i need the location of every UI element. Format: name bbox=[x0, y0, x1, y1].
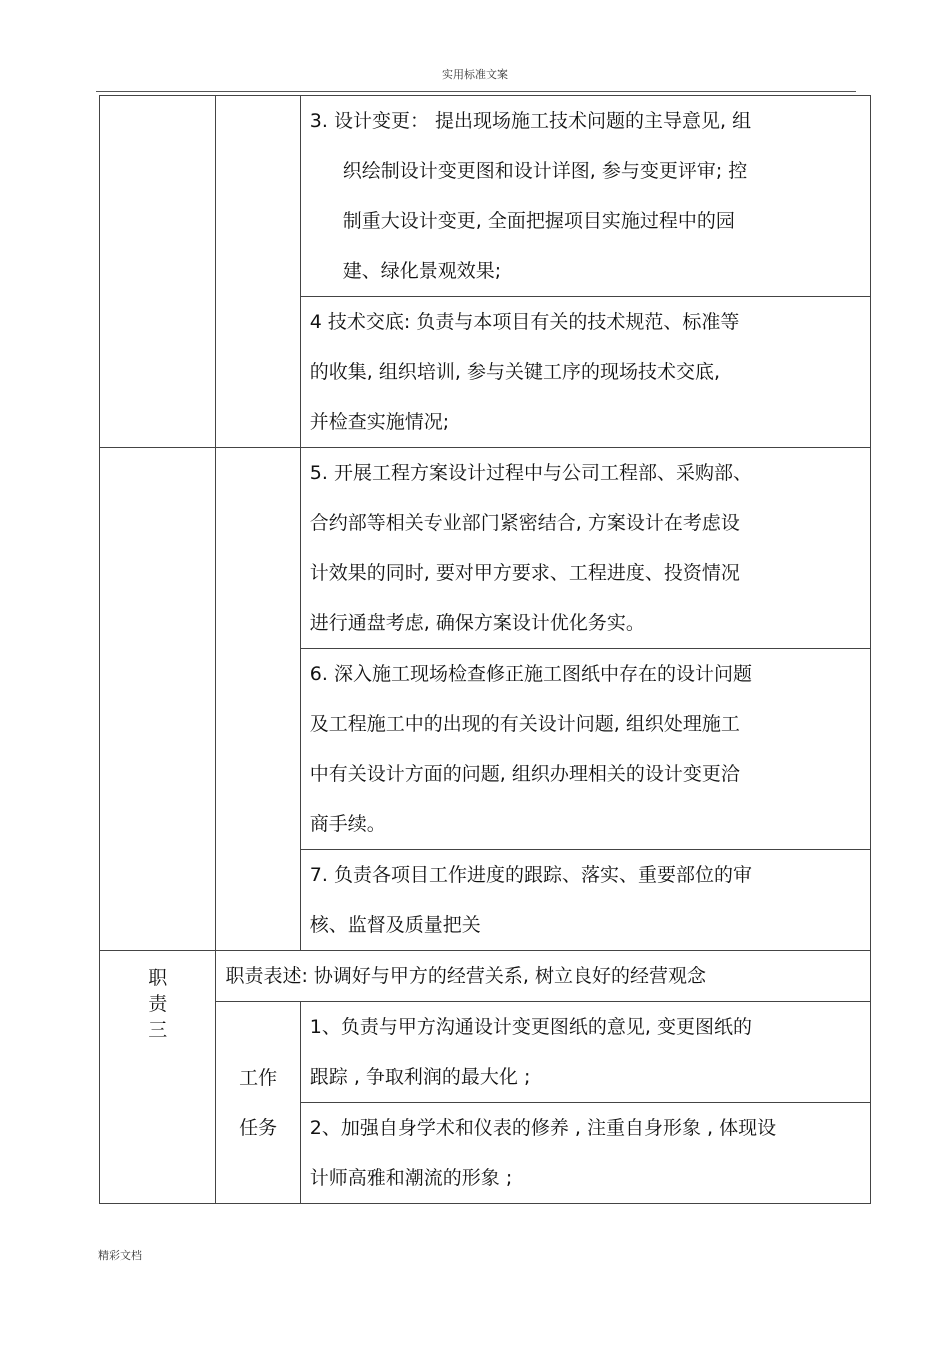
work-task-1-cell bbox=[300, 1002, 870, 1103]
text-line: 5. 开展工程方案设计过程中与公司工程部、采购部、 bbox=[309, 462, 752, 484]
text-line: 跟踪 , 争取利润的最大化 ; bbox=[309, 1066, 531, 1088]
duty-description: 职责表述: 协调好与甲方的经营关系, 树立良好的经营观念 bbox=[225, 965, 706, 987]
text-line: 商手续。 bbox=[309, 813, 386, 835]
text-line: 2、加强自身学术和仪表的修养 , 注重自身形象 , 体现设 bbox=[309, 1117, 777, 1139]
text-line: 制重大设计变更, 全面把握项目实施过程中的园 bbox=[342, 210, 735, 232]
table-row bbox=[100, 96, 871, 297]
text-line: 4 技术交底: 负责与本项目有关的技术规范、标准等 bbox=[309, 311, 740, 333]
text-line: 计师高雅和潮流的形象 ; bbox=[309, 1167, 513, 1189]
table-row bbox=[100, 448, 871, 649]
task-cell-6 bbox=[300, 649, 870, 850]
text-line: 计效果的同时, 要对甲方要求、工程进度、投资情况 bbox=[309, 562, 740, 584]
work-task-2-cell bbox=[300, 1103, 870, 1204]
duty-label-char: 责 bbox=[148, 993, 168, 1015]
text-line: 并检查实施情况; bbox=[309, 411, 450, 433]
table-row bbox=[100, 951, 871, 1002]
duty-label-cell bbox=[100, 951, 216, 1204]
empty-cell bbox=[100, 96, 216, 448]
text-line: 进行通盘考虑, 确保方案设计优化务实。 bbox=[309, 612, 645, 634]
text-line: 织绘制设计变更图和设计详图, 参与变更评审; 控 bbox=[342, 160, 748, 182]
text-line: 3. 设计变更： 提出现场施工技术问题的主导意见, 组 bbox=[309, 110, 752, 132]
text-line: 建、绿化景观效果; bbox=[342, 260, 502, 282]
task-cell-5 bbox=[300, 448, 870, 649]
table-row bbox=[100, 1002, 871, 1103]
text-line: 的收集, 组织培训, 参与关键工序的现场技术交底, bbox=[309, 361, 720, 383]
work-task-label: 工作 bbox=[239, 1066, 278, 1089]
text-line: 1、负责与甲方沟通设计变更图纸的意见, 变更图纸的 bbox=[309, 1016, 752, 1038]
text-line: 合约部等相关专业部门紧密结合, 方案设计在考虑设 bbox=[309, 512, 740, 534]
text-line: 中有关设计方面的问题, 组织办理相关的设计变更洽 bbox=[309, 763, 740, 785]
duty-label-char: 三 bbox=[148, 1019, 168, 1041]
empty-cell bbox=[100, 448, 216, 951]
task-cell-4 bbox=[300, 297, 870, 448]
duties-table bbox=[99, 95, 871, 1204]
text-line: 6. 深入施工现场检查修正施工图纸中存在的设计问题 bbox=[309, 663, 752, 685]
duty-label-char: 职 bbox=[148, 967, 168, 989]
task-cell-3 bbox=[300, 96, 870, 297]
task-cell-7 bbox=[300, 850, 870, 951]
work-task-label: 任务 bbox=[239, 1116, 278, 1139]
empty-cell bbox=[216, 96, 300, 448]
empty-cell bbox=[216, 448, 300, 951]
duty-description-cell bbox=[216, 951, 871, 1002]
text-line: 及工程施工中的出现的有关设计问题, 组织处理施工 bbox=[309, 713, 740, 735]
text-line: 核、监督及质量把关 bbox=[309, 914, 481, 936]
page-footer: 精彩文档 bbox=[98, 1249, 142, 1262]
page-header: 实用标准文案 bbox=[442, 68, 508, 81]
work-task-label-cell bbox=[216, 1002, 300, 1204]
header-rule bbox=[96, 91, 856, 92]
text-line: 7. 负责各项目工作进度的跟踪、落实、重要部位的审 bbox=[309, 864, 752, 886]
